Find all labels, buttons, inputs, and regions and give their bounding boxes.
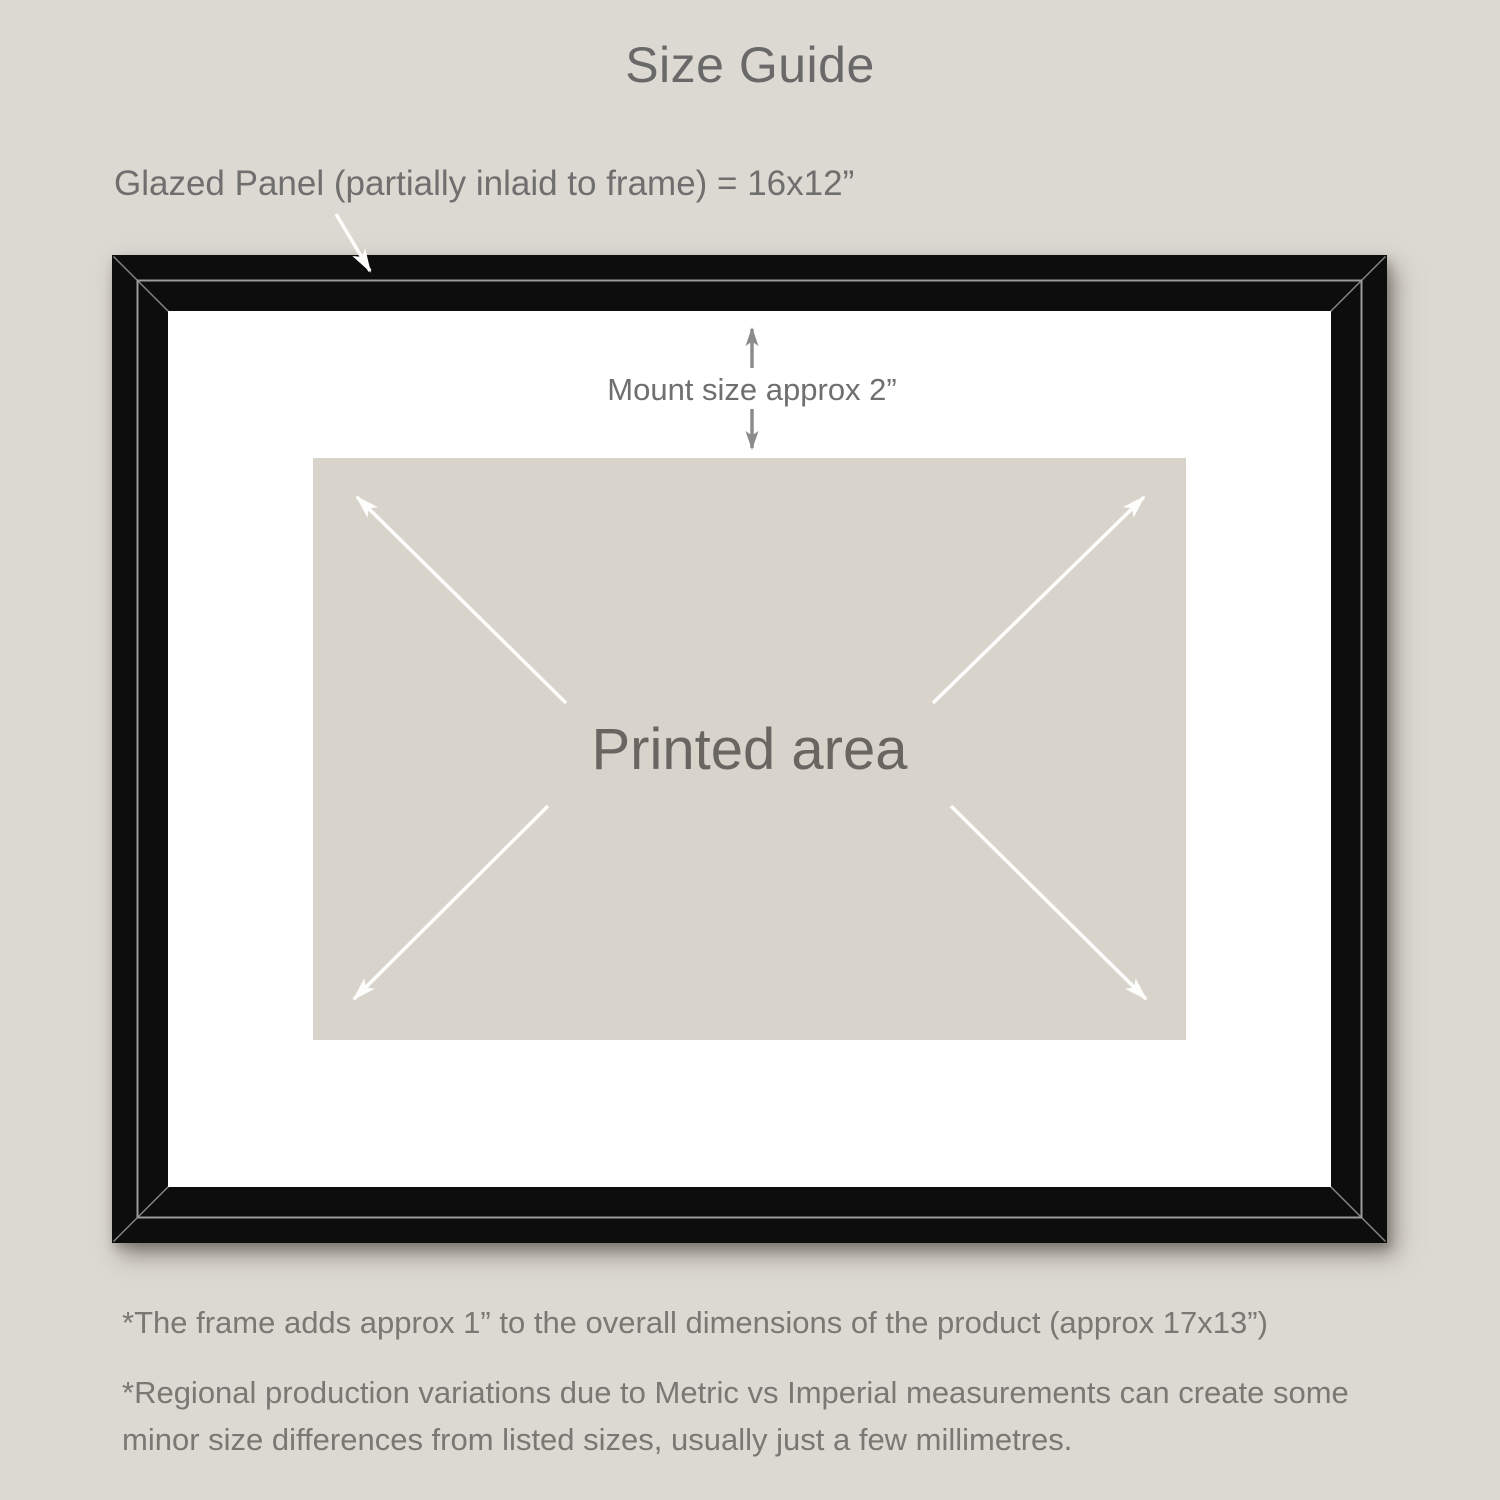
note-line: *The frame adds approx 1” to the overall dimensions of the product (approx 17x13”) — [122, 1305, 1268, 1340]
printed-area — [313, 458, 1186, 1040]
frame-miter-bottom-right — [1330, 1186, 1386, 1242]
mount-size-label: Mount size approx 2” — [607, 372, 897, 407]
frame-miter-bottom-left — [114, 1186, 170, 1242]
glazed-panel-label: Glazed Panel (partially inlaid to frame) = 16x12” — [114, 164, 855, 203]
printed-area-label: Printed area — [591, 716, 908, 782]
frame-miter-top-left — [114, 257, 170, 313]
note-line: *Regional production variations due to Metric vs Imperial measurements can create some — [122, 1375, 1349, 1410]
page-title: Size Guide — [625, 37, 875, 93]
note-line: minor size differences from listed sizes, usually just a few millimetres. — [122, 1422, 1073, 1457]
note-regional-variations — [122, 1369, 1412, 1463]
frame-miter-top-right — [1330, 257, 1386, 313]
note-frame-dimensions — [122, 1299, 1412, 1346]
